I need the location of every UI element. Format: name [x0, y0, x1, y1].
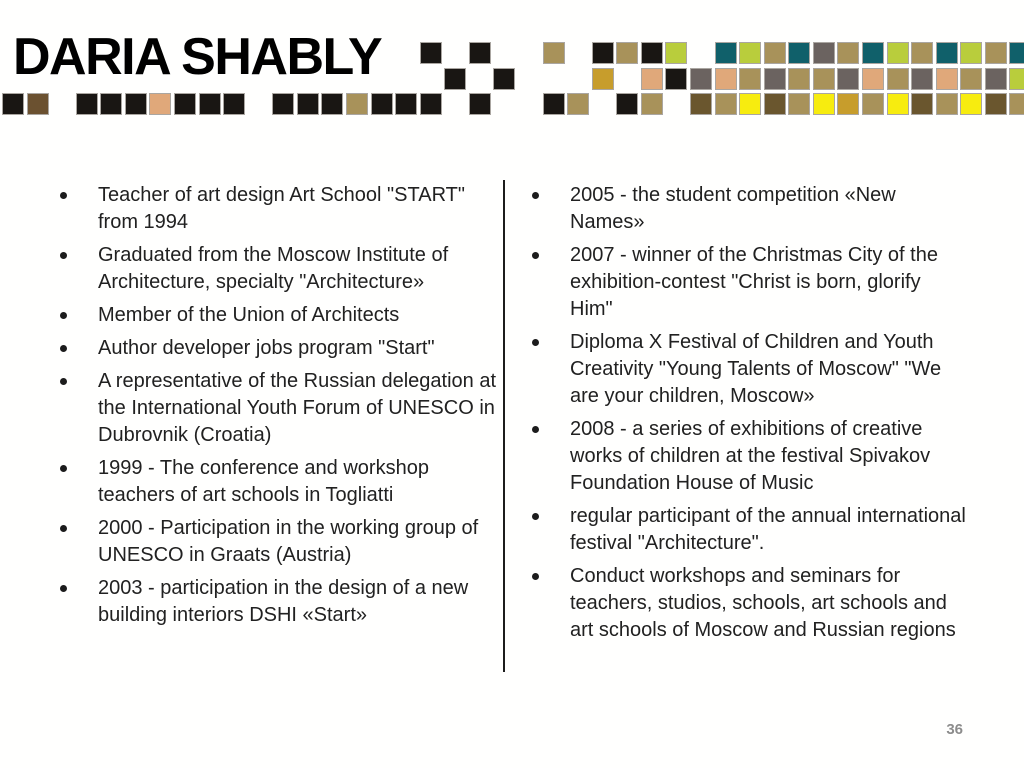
- mosaic-square: [27, 93, 49, 115]
- list-item-text: 2003 - participation in the design of a new building interiors DSHI «Start»: [98, 577, 469, 626]
- mosaic-square: [420, 93, 442, 115]
- mosaic-square: [665, 68, 687, 90]
- mosaic-square: [125, 93, 147, 115]
- mosaic-square: [936, 42, 958, 64]
- right-bullet-list: [532, 182, 968, 650]
- mosaic-square: [715, 68, 737, 90]
- mosaic-square: [911, 93, 933, 115]
- bullet-icon: [60, 465, 67, 472]
- list-item: [60, 368, 498, 449]
- mosaic-square: [887, 42, 909, 64]
- mosaic-square: [543, 93, 565, 115]
- mosaic-square: [641, 93, 663, 115]
- bullet-icon: [60, 345, 67, 352]
- list-item-text: Author developer jobs program "Start": [98, 337, 435, 359]
- mosaic-square: [739, 93, 761, 115]
- bullet-icon: [60, 312, 67, 319]
- mosaic-square: [199, 93, 221, 115]
- mosaic-square: [911, 68, 933, 90]
- page-number: 36: [946, 721, 963, 738]
- list-item: [532, 503, 968, 557]
- mosaic-square: [395, 93, 417, 115]
- list-item: [532, 182, 968, 236]
- list-item: [60, 515, 498, 569]
- bullet-icon: [60, 585, 67, 592]
- mosaic-square: [739, 42, 761, 64]
- list-item: [532, 242, 968, 323]
- mosaic-square: [592, 68, 614, 90]
- mosaic-square: [2, 93, 24, 115]
- mosaic-square: [420, 42, 442, 64]
- list-item: [532, 416, 968, 497]
- list-item: [60, 242, 498, 296]
- list-item-text: 2008 - a series of exhibitions of creative works of children at the festival Spivakov Foundation House of Music: [570, 418, 931, 494]
- mosaic-square: [1009, 42, 1024, 64]
- mosaic-square: [690, 68, 712, 90]
- mosaic-square: [911, 42, 933, 64]
- list-item-text: Graduated from the Moscow Institute of Architecture, specialty "Architecture»: [98, 244, 449, 293]
- mosaic-square: [149, 93, 171, 115]
- mosaic-square: [985, 93, 1007, 115]
- mosaic-square: [985, 42, 1007, 64]
- mosaic-square: [788, 42, 810, 64]
- mosaic-square: [469, 93, 491, 115]
- mosaic-square: [76, 93, 98, 115]
- bullet-icon: [60, 192, 67, 199]
- list-item-text: Teacher of art design Art School "START" from 1994: [98, 184, 465, 233]
- bullet-icon: [60, 525, 67, 532]
- mosaic-square: [887, 93, 909, 115]
- mosaic-square: [174, 93, 196, 115]
- mosaic-square: [567, 93, 589, 115]
- bullet-icon: [532, 513, 539, 520]
- mosaic-square: [862, 68, 884, 90]
- mosaic-square: [592, 42, 614, 64]
- mosaic-square: [960, 68, 982, 90]
- mosaic-square: [469, 42, 491, 64]
- mosaic-square: [788, 68, 810, 90]
- mosaic-square: [936, 93, 958, 115]
- mosaic-square: [1009, 68, 1024, 90]
- list-item: [60, 335, 498, 362]
- bullet-icon: [532, 192, 539, 199]
- left-bullet-list: [60, 182, 498, 635]
- list-item: [60, 455, 498, 509]
- mosaic-square: [223, 93, 245, 115]
- mosaic-square: [641, 68, 663, 90]
- mosaic-square: [297, 93, 319, 115]
- list-item: [532, 329, 968, 410]
- bullet-icon: [60, 378, 67, 385]
- list-item-text: 1999 - The conference and workshop teachers of art schools in Togliatti: [98, 457, 429, 506]
- mosaic-square: [813, 93, 835, 115]
- mosaic-square: [788, 93, 810, 115]
- mosaic-square: [444, 68, 466, 90]
- mosaic-square: [641, 42, 663, 64]
- mosaic-square: [371, 93, 393, 115]
- mosaic-square: [936, 68, 958, 90]
- mosaic-square: [715, 93, 737, 115]
- list-item-text: 2005 - the student competition «New Names»: [570, 184, 896, 233]
- mosaic-square: [813, 42, 835, 64]
- mosaic-square: [837, 68, 859, 90]
- bullet-icon: [532, 426, 539, 433]
- list-item-text: 2000 - Participation in the working group of UNESCO in Graats (Austria): [98, 517, 479, 566]
- mosaic-square: [837, 93, 859, 115]
- list-item: [60, 182, 498, 236]
- mosaic-square: [862, 42, 884, 64]
- list-item: [60, 575, 498, 629]
- list-item-text: Conduct workshops and seminars for teachers, studios, schools, art schools and art schools of Moscow and Russian regions: [570, 565, 956, 641]
- mosaic-square: [837, 42, 859, 64]
- mosaic-square: [764, 42, 786, 64]
- mosaic-square: [272, 93, 294, 115]
- mosaic-square: [985, 68, 1007, 90]
- mosaic-square: [887, 68, 909, 90]
- mosaic-square: [321, 93, 343, 115]
- list-item-text: Diploma X Festival of Children and Youth Creativity "Young Talents of Moscow" "We are your children, Moscow»: [570, 331, 942, 407]
- list-item: [60, 302, 498, 329]
- list-item-text: 2007 - winner of the Christmas City of the exhibition-contest "Christ is born, glorify Him": [570, 244, 938, 320]
- mosaic-square: [739, 68, 761, 90]
- mosaic-square: [543, 42, 565, 64]
- mosaic-square: [100, 93, 122, 115]
- slide-title: DARIA SHABLY: [13, 28, 382, 86]
- mosaic-square: [960, 42, 982, 64]
- bullet-icon: [532, 573, 539, 580]
- mosaic-square: [493, 68, 515, 90]
- list-item-text: Member of the Union of Architects: [98, 304, 400, 326]
- mosaic-square: [960, 93, 982, 115]
- mosaic-square: [616, 42, 638, 64]
- bullet-icon: [532, 252, 539, 259]
- mosaic-square: [346, 93, 368, 115]
- mosaic-square: [862, 93, 884, 115]
- mosaic-square: [690, 93, 712, 115]
- mosaic-square: [813, 68, 835, 90]
- bullet-icon: [532, 339, 539, 346]
- list-item-text: A representative of the Russian delegation at the International Youth Forum of UNESCO in Dubrovnik (Croatia): [98, 370, 497, 446]
- mosaic-square: [715, 42, 737, 64]
- bullet-icon: [60, 252, 67, 259]
- list-item: [532, 563, 968, 644]
- list-item-text: regular participant of the annual international festival "Architecture".: [570, 505, 966, 554]
- mosaic-square: [764, 93, 786, 115]
- mosaic-square: [665, 42, 687, 64]
- mosaic-square: [616, 93, 638, 115]
- mosaic-square: [764, 68, 786, 90]
- mosaic-square: [1009, 93, 1024, 115]
- column-divider: [503, 180, 505, 672]
